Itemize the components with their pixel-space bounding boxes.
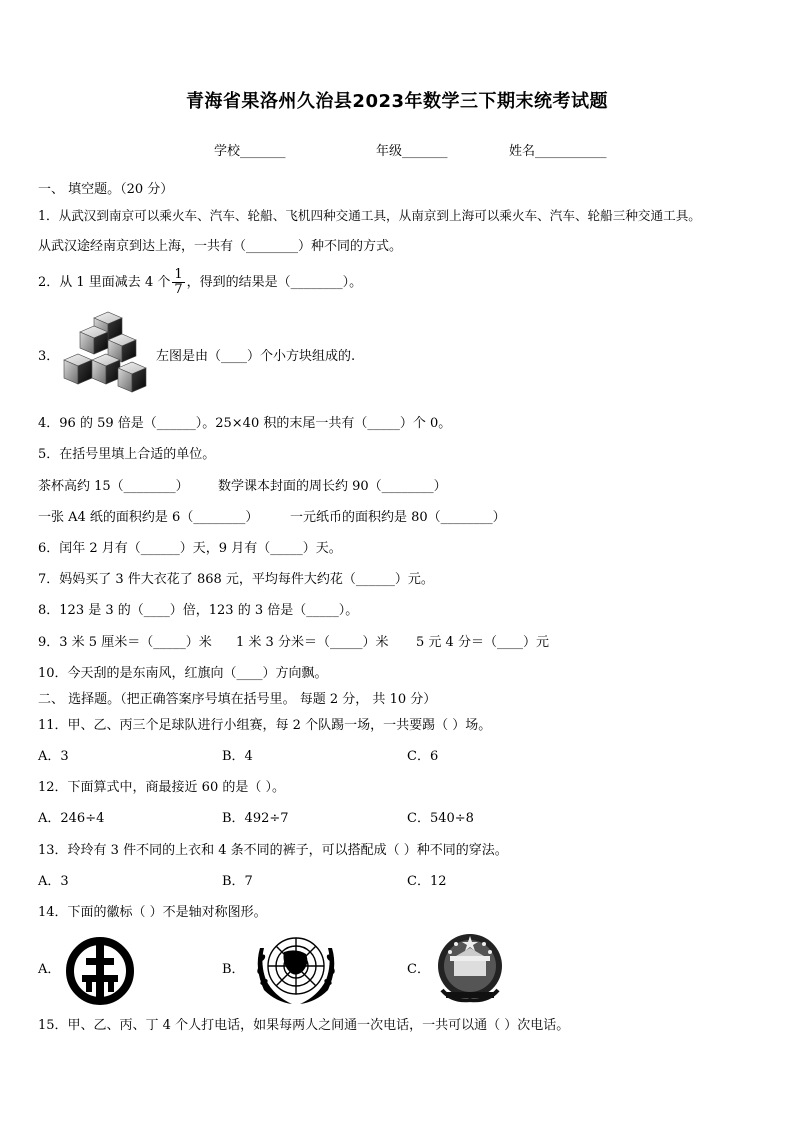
question-2-pre: 2．从 1 里面减去 4 个 xyxy=(38,275,171,290)
question-2-post: ，得到的结果是（________）。 xyxy=(186,275,363,290)
school-label: 学校 xyxy=(214,144,241,159)
question-14-option-a: A． xyxy=(38,962,61,977)
question-5-c: 一张 A4 纸的面积约是 6（________） xyxy=(38,510,259,525)
national-emblem-icon xyxy=(432,930,508,1006)
question-9-b: 1 米 3 分米＝（_____）米 xyxy=(236,635,389,650)
name-field xyxy=(509,140,607,159)
grade-label: 年级 xyxy=(376,144,403,159)
question-14-stem: 14．下面的徽标（ ）不是轴对称图形。 xyxy=(38,905,267,920)
question-9-a: 9．3 米 5 厘米＝（_____）米 xyxy=(38,635,212,650)
name-label: 姓名 xyxy=(509,144,536,159)
question-13-stem: 13．玲玲有 3 件不同的上衣和 4 条不同的裤子，可以搭配成（ ）种不同的穿法。 xyxy=(38,843,508,858)
question-5-stem: 5．在括号里填上合适的单位。 xyxy=(38,447,216,462)
bank-logo-icon xyxy=(64,936,138,1006)
grade-blank: _______ xyxy=(402,144,448,159)
name-blank: ___________ xyxy=(535,144,607,159)
section-1-heading: 一、 填空题。（20 分） xyxy=(38,182,174,197)
fraction-numerator: 1 xyxy=(174,267,183,282)
question-3-text: 左图是由（____）个小方块组成的. xyxy=(156,349,356,364)
question-7: 7．妈妈买了 3 件大衣花了 868 元，平均每件大约花（______）元。 xyxy=(38,572,434,587)
question-12-option-b: B．492÷7 xyxy=(222,811,289,826)
question-9-c: 5 元 4 分＝（____）元 xyxy=(416,635,549,650)
question-1-line-2: 从武汉途经南京到达上海，一共有（________）种不同的方式。 xyxy=(38,239,403,254)
question-15: 15．甲、乙、丙、丁 4 个人打电话，如果每两人之间通一次电话，一共可以通（ ）次电话。 xyxy=(38,1018,570,1033)
question-13-option-c: C．12 xyxy=(407,874,447,889)
question-11-option-a: A．3 xyxy=(38,749,69,764)
section-2-heading: 二、 选择题。（把正确答案序号填在括号里。 每题 2 分， 共 10 分） xyxy=(38,692,437,707)
fraction-denominator: 7 xyxy=(174,282,183,297)
question-14-option-c: C． xyxy=(407,962,430,977)
question-13-option-a: A．3 xyxy=(38,874,69,889)
question-5-d: 一元纸币的面积约是 80（________） xyxy=(290,510,506,525)
question-2 xyxy=(38,266,362,300)
question-14-option-b: B． xyxy=(222,962,245,977)
un-emblem-icon xyxy=(248,928,344,1008)
question-6: 6．闰年 2 月有（______）天，9 月有（_____）天。 xyxy=(38,541,342,556)
question-13-option-b: B．7 xyxy=(222,874,253,889)
cube-stack-image xyxy=(60,310,152,396)
question-5-a: 茶杯高约 15（________） xyxy=(38,479,189,494)
question-11-stem: 11．甲、乙、丙三个足球队进行小组赛，每 2 个队踢一场，一共要踢（ ）场。 xyxy=(38,718,492,733)
question-3-number: 3． xyxy=(38,349,60,364)
question-4: 4．96 的 59 倍是（______）。25×40 积的末尾一共有（_____）个 0。 xyxy=(38,416,452,431)
question-11-option-c: C．6 xyxy=(407,749,439,764)
fraction-one-seventh xyxy=(172,268,184,297)
question-12-option-a: A．246÷4 xyxy=(38,811,105,826)
question-8: 8．123 是 3 的（____）倍，123 的 3 倍是（_____）。 xyxy=(38,603,359,618)
school-blank: _______ xyxy=(240,144,286,159)
question-12-stem: 12．下面算式中，商最接近 60 的是（ ）。 xyxy=(38,780,285,795)
grade-field xyxy=(376,140,448,159)
question-11-option-b: B．4 xyxy=(222,749,253,764)
question-5-b: 数学课本封面的周长约 90（________） xyxy=(218,479,447,494)
question-12-option-c: C．540÷8 xyxy=(407,811,474,826)
school-field xyxy=(214,140,286,159)
page-title: 青海省果洛州久治县2023年数学三下期末统考试题 xyxy=(185,91,609,112)
question-10: 10．今天刮的是东南风，红旗向（____）方向飘。 xyxy=(38,666,328,681)
question-1-line-1: 1．从武汉到南京可以乘火车、汽车、轮船、飞机四种交通工具，从南京到上海可以乘火车、汽车、轮船三种交通工具。 xyxy=(38,208,701,223)
